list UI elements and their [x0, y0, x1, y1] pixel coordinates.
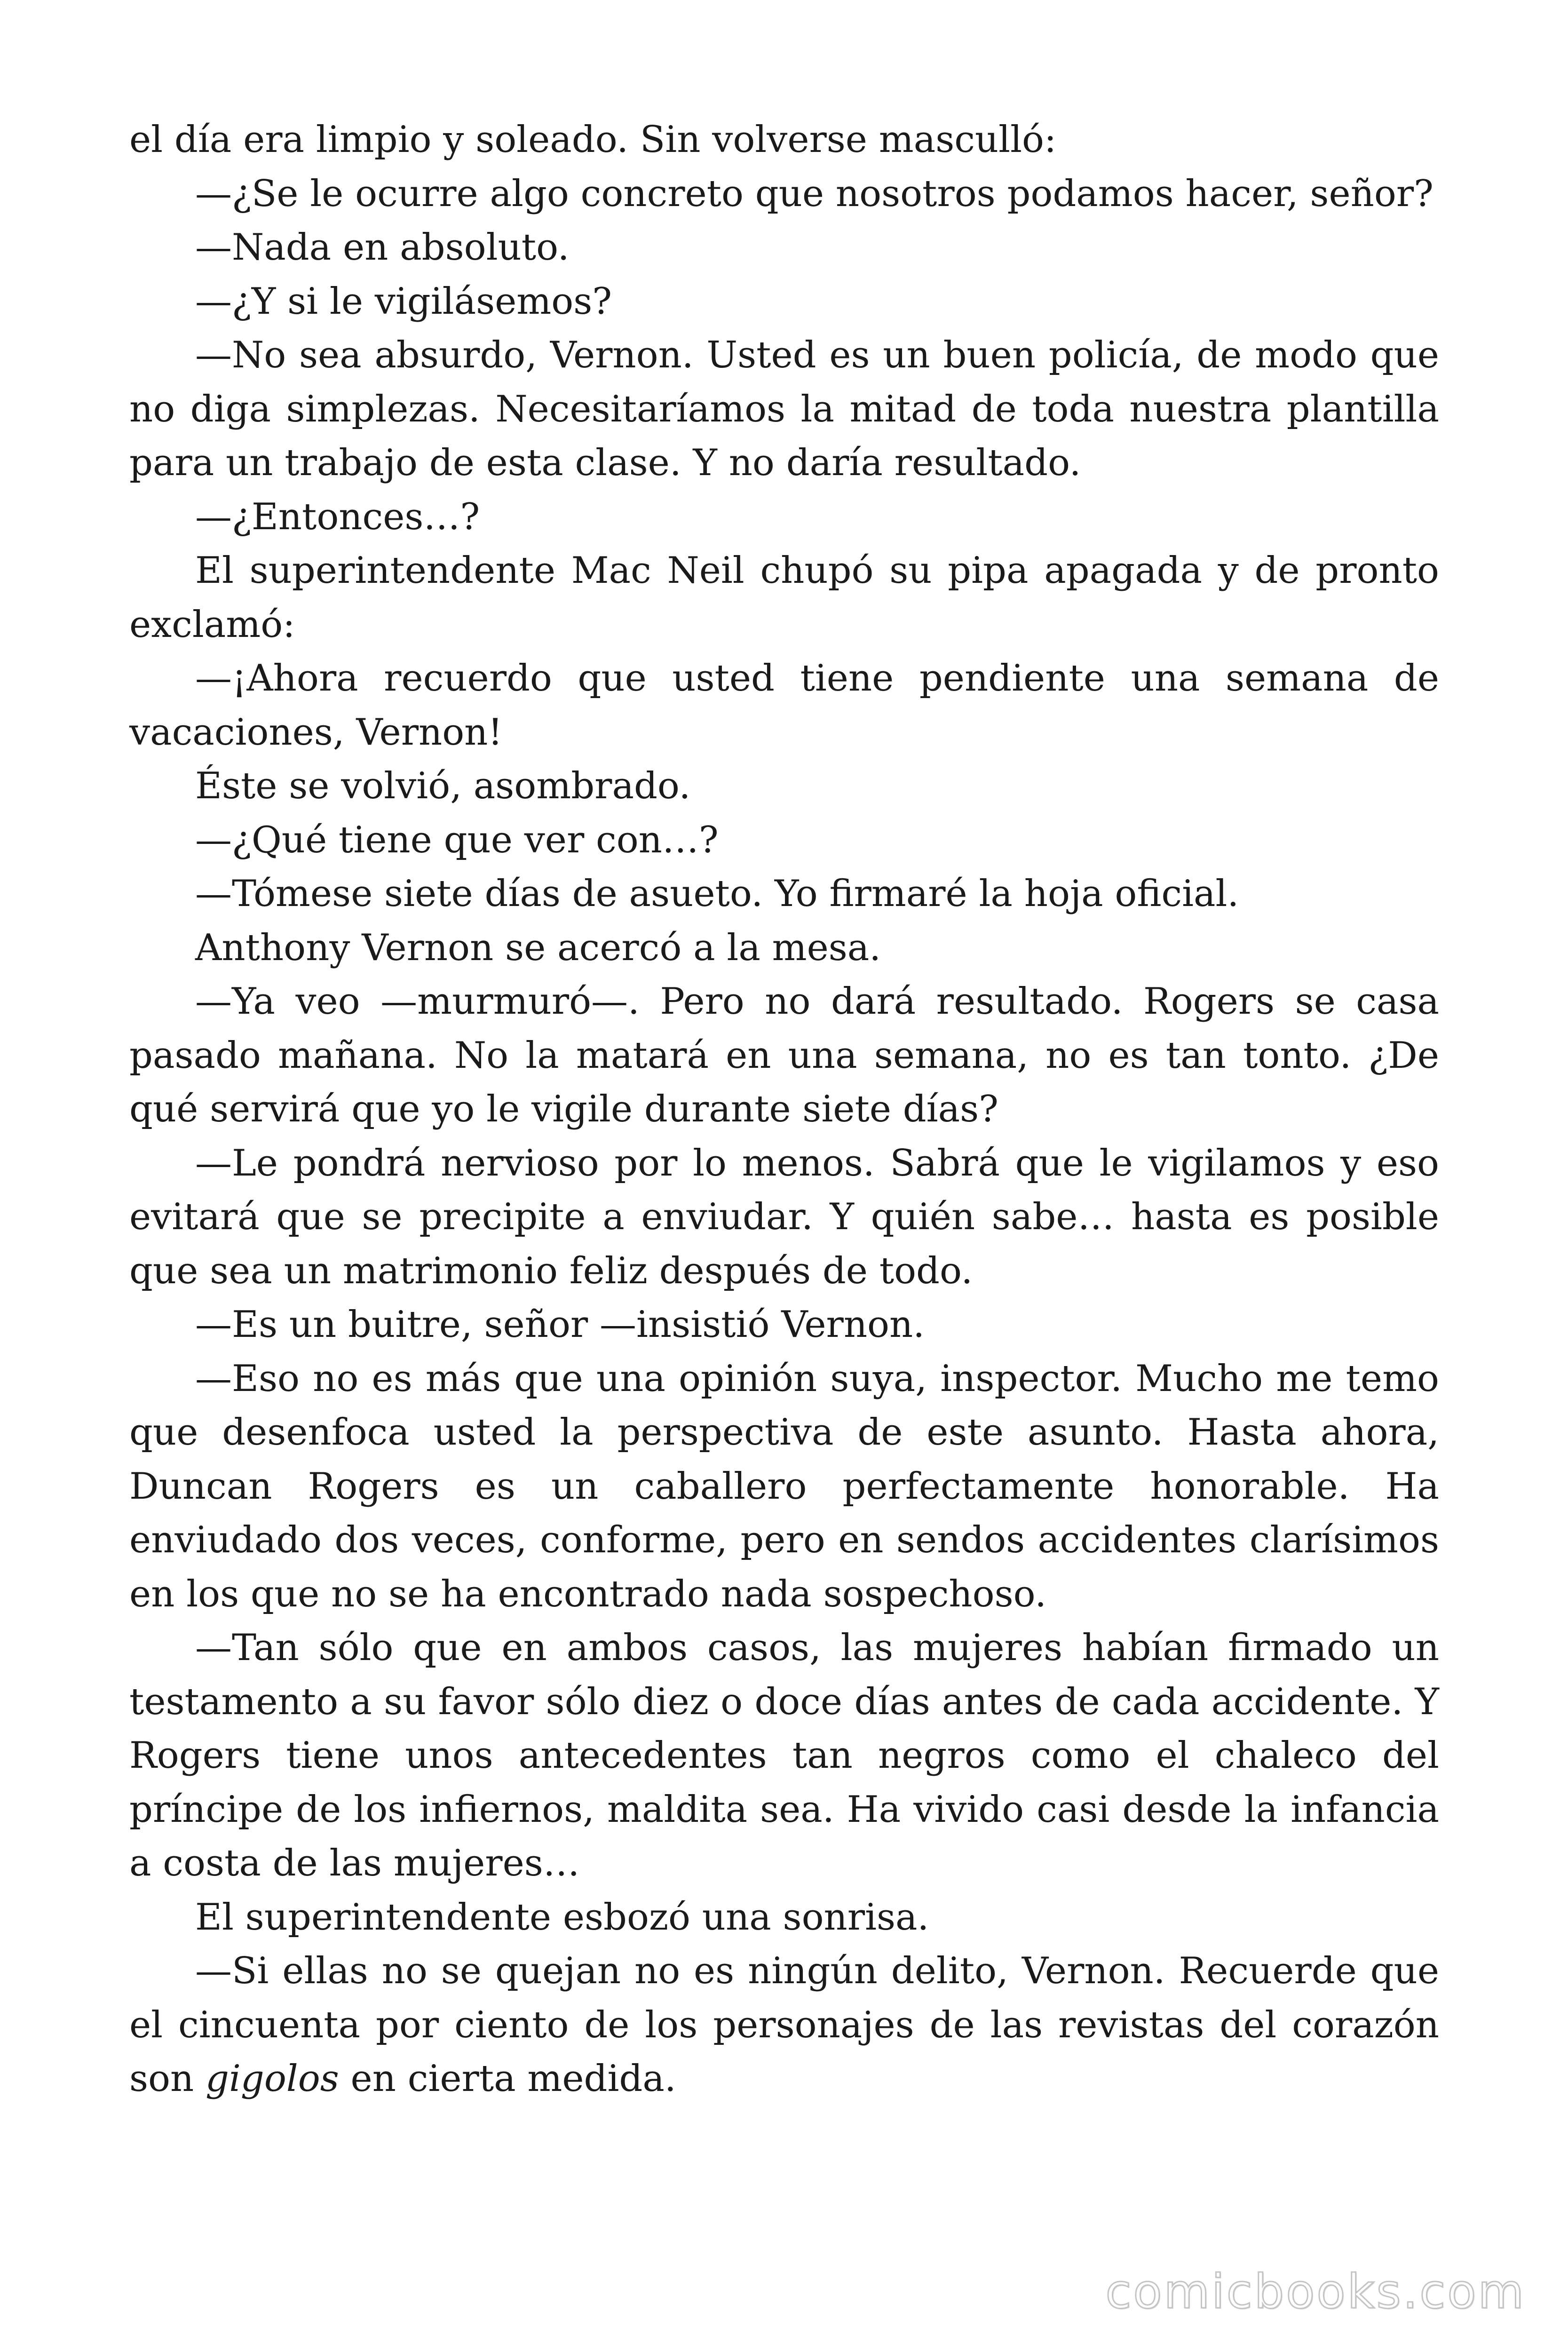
- paragraph: —¿Entonces…?: [195, 495, 480, 538]
- watermark: comicbooks.com: [1105, 2264, 1526, 2319]
- paragraph-text-end: en cierta medida.: [339, 2058, 676, 2100]
- paragraph: —Nada en absoluto.: [195, 226, 570, 269]
- paragraph: —Ya veo —murmuró—. Pero no dará resultado. Rogers se casa pasado mañana. No la matará en una semana, no es tan tonto. ¿De qué servirá que yo le vigile durante siete días?: [129, 980, 1439, 1130]
- paragraph: —Le pondrá nervioso por lo menos. Sabrá que le vigilamos y eso evitará que se precipite a enviudar. Y quién sabe… hasta es posible que sea un matrimonio feliz después de todo.: [129, 1142, 1439, 1292]
- paragraph: Éste se volvió, asombrado.: [195, 765, 691, 807]
- paragraph-last: [129, 1944, 1439, 2106]
- paragraph: —Es un buitre, señor —insistió Vernon.: [195, 1303, 925, 1346]
- paragraph: —Tómese siete días de asueto. Yo firmaré la hoja oficial.: [195, 873, 1239, 915]
- paragraph: —No sea absurdo, Vernon. Usted es un buen policía, de modo que no diga simplezas. Necesitaríamos la mitad de toda nuestra plantilla para un trabajo de esta clase. Y no daría resultado.: [129, 334, 1439, 484]
- paragraph: —¿Y si le vigilásemos?: [195, 280, 612, 323]
- paragraph: —Eso no es más que una opinión suya, inspector. Mucho me temo que desenfoca usted la perspectiva de este asunto. Hasta ahora, Duncan Rogers es un caballero perfectamente honorable. Ha enviudado dos veces, conforme, pero en sendos accidentes clarísimos en los que no se ha encontrado nada sospechoso.: [129, 1357, 1439, 1615]
- paragraph: —¡Ahora recuerdo que usted tiene pendiente una semana de vacaciones, Vernon!: [129, 657, 1439, 754]
- paragraph: Anthony Vernon se acercó a la mesa.: [195, 926, 881, 969]
- page-body: [129, 113, 1439, 2106]
- paragraph: El superintendente esbozó una sonrisa.: [195, 1896, 929, 1939]
- paragraph: —Tan sólo que en ambos casos, las mujeres habían firmado un testamento a su favor sólo diez o doce días antes de cada accidente. Y Rogers tiene unos antecedentes tan negros como el chaleco del príncipe de los infiernos, maldita sea. Ha vivido casi desde la infancia a costa de las mujeres…: [129, 1627, 1439, 1884]
- paragraph: El superintendente Mac Neil chupó su pipa apagada y de pronto exclamó:: [129, 549, 1439, 646]
- paragraph: —¿Se le ocurre algo concreto que nosotros podamos hacer, señor?: [195, 172, 1433, 215]
- paragraph: el día era limpio y soleado. Sin volverse masculló:: [129, 119, 1057, 161]
- italic-word: gigolos: [206, 2058, 339, 2100]
- paragraph-text: —Si ellas no se quejan no es ningún delito, Vernon. Recuerde que el cincuenta por ciento de los personajes de las revistas del corazón son: [129, 1950, 1439, 2100]
- paragraph: —¿Qué tiene que ver con…?: [195, 818, 719, 861]
